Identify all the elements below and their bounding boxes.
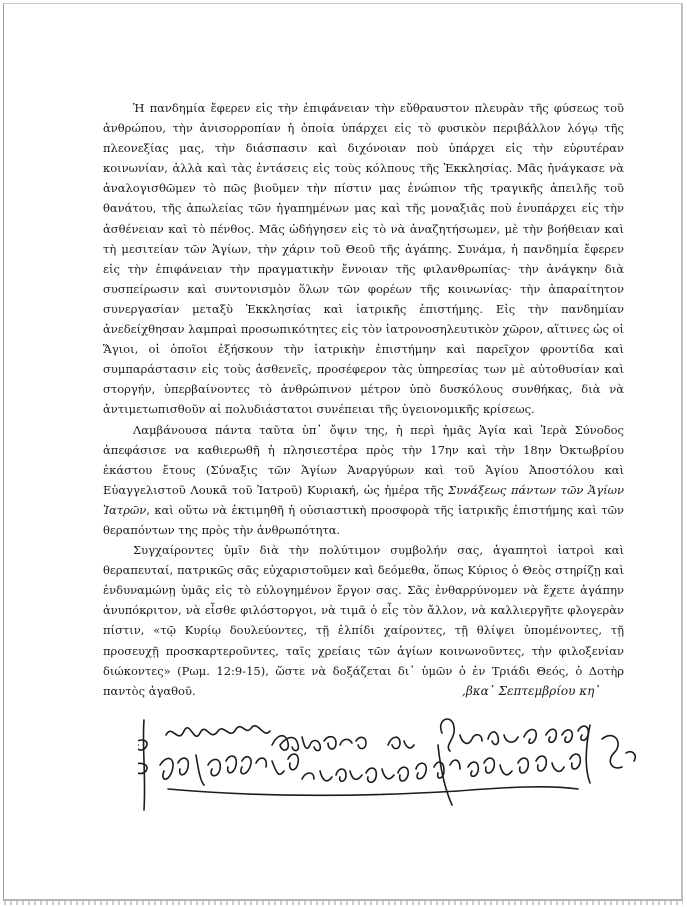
bottom-edge-dots [4,900,683,905]
date-line: ,βκα᾽ Σεπτεμβρίου κη᾽ [462,684,601,698]
letter-body [103,98,624,701]
handwritten-signature-icon [138,705,658,820]
feast-name: Συνάξεως πάντων τῶν Ἁγίων Ἰατρῶν [103,482,624,517]
paragraph-2 [103,420,624,541]
paragraph-2-end: , καὶ οὕτω νὰ ἐκτιμηθῆ ἡ οὐσιαστικὴ προσφορὰ τῆς ἰατρικῆς ἐπιστήμης καὶ τῶν θεραπόντων της πρὸς τὴν ἀνθρωπότητα. [103,502,624,537]
paragraph-1: Ἡ πανδημία ἔφερεν εἰς τὴν ἐπιφάνειαν τὴν εὔθραυστον πλευρὰν τῆς φύσεως τοῦ ἀνθρώπου, τὴν ἀνισορροπίαν ἡ ὁποία ὑπάρχει εἰς τὸ φυσικὸν περιβάλλον λόγῳ τῆς πλεονεξίας μας, τὴν διάσπασιν καὶ διχόνοιαν ποὺ ὑπάρχει εἰς τὴν εὐρυτέραν κοινωνίαν, ἀλλὰ καὶ τὰς ἐντάσεις εἰς τοὺς κόλπους τῆς Ἐκκλησίας. Μᾶς ἠνάγκασε νὰ ἀναλογισθῶμεν τὸ πῶς βιοῦμεν τὴν πίστιν μας ἐνώπιον τῆς τραγικῆς ἀπειλῆς τοῦ θανάτου, τῆς ἀπωλείας τῶν ἠγαπημένων μας καὶ τῆς μοναξιᾶς ποὺ ἐνυπάρχει εἰς τὴν ἀσθένειαν καὶ τὸ πένθος. Μᾶς ὡδήγησεν εἰς τὸ νὰ ἀναζητήσωμεν, μὲ τὴν βοήθειαν καὶ τὴ μεσιτείαν τῶν Ἁγίων, τὴν χάριν τοῦ Θεοῦ τῆς ἀγάπης. Συνάμα, ἡ πανδημία ἔφερεν εἰς τὴν ἐπιφάνειαν τὴν πραγματικὴν ἔννοιαν τῆς φιλανθρωπίας· τὴν ἀνάγκην διὰ συσπείρωσιν καὶ συντονισμὸν ὅλων τῶν φορέων τῆς κοινωνίας· τὴν ἀπαραίτητον συνεργασίαν μεταξὺ Ἐκκλησίας καὶ ἰατρικῆς ἐπιστήμης. Εἰς τὴν πανδημίαν ἀνεδείχθησαν λαμπραὶ προσωπικότητες εἰς τὸν ἰατρονοσηλευτικὸν χῶρον, αἵτινες ὡς οἱ Ἅγιοι, οἱ ὁποῖοι ἐξήσκουν τὴν ἰατρικὴν ἐπιστήμην καὶ παρεῖχον φροντίδα καὶ συμπαράστασιν εἰς τοὺς ἀσθενεῖς, προσέφερον τὰς ὑπηρεσίας των μὲ αὐτοθυσίαν καὶ στοργήν, ὑπερβαίνοντες τὸ ἀνθρώπινον μέτρον ὑπὸ δυσκόλους συνθήκας, διὰ νὰ ἀντιμετωπισθοῦν αἱ πολυδιάστατοι συνέπειαι τῆς ὑγειονομικῆς κρίσεως. [103,101,625,417]
paragraph-3: Συγχαίροντες ὑμῖν διὰ τὴν πολύτιμον συμβολήν σας, ἀγαπητοὶ ἰατροὶ καὶ θεραπευταί, πατρικῶς σᾶς εὐχαριστοῦμεν καὶ δεόμεθα, ὅπως Κύριος ὁ Θεὸς στηρίζῃ καὶ ἐνδυναμώνῃ ὑμᾶς εἰς τὸ εὐλογημένον ἔργον σας. Σᾶς ἐνθαρρύνομεν νὰ ἔχετε ἀγάπην ἀνυπόκριτον, νὰ εἶσθε φιλόστοργοι, νὰ τιμᾶ ὁ εἷς τὸν ἄλλον, νὰ καλλιεργῆτε φλογερὰν πίστιν, «τῷ Κυρίῳ δουλεύοντες, τῇ ἐλπίδι χαίροντες, τῇ θλίψει ὑπομένοντες, τῇ προσευχῇ προσκαρτεροῦντες, ταῖς χρείαις τῶν ἁγίων κοινωνοῦντες, τὴν φιλοξενίαν διώκοντες» (Ρωμ. 12:9-15), ὥστε νὰ δοξάζεται δι᾽ ὑμῶν ὁ ἐν Τριάδι Θεός, ὁ Δοτὴρ παντὸς ἀγαθοῦ. [103,543,624,698]
paragraph-2-start: Λαμβάνουσα πάντα ταῦτα ὑπ᾽ ὄψιν της, ἡ περὶ ἡμᾶς Ἁγία καὶ Ἱερὰ Σύνοδος ἀπεφάσισε να καθιερωθῆ ἡ πλησιεστέρα πρὸς τὴν 17ην καὶ τὴν 18ην Ὀκτωβρίου ἑκάστου ἔτους (Σύναξις τῶν Ἁγίων Ἀναργύρων καὶ τοῦ Ἁγίου Ἀποστόλου καὶ Εὐαγγελιστοῦ Λουκᾶ τοῦ Ἰατροῦ) Κυριακή, ὡς ἡμέρα τῆς [103,422,624,497]
